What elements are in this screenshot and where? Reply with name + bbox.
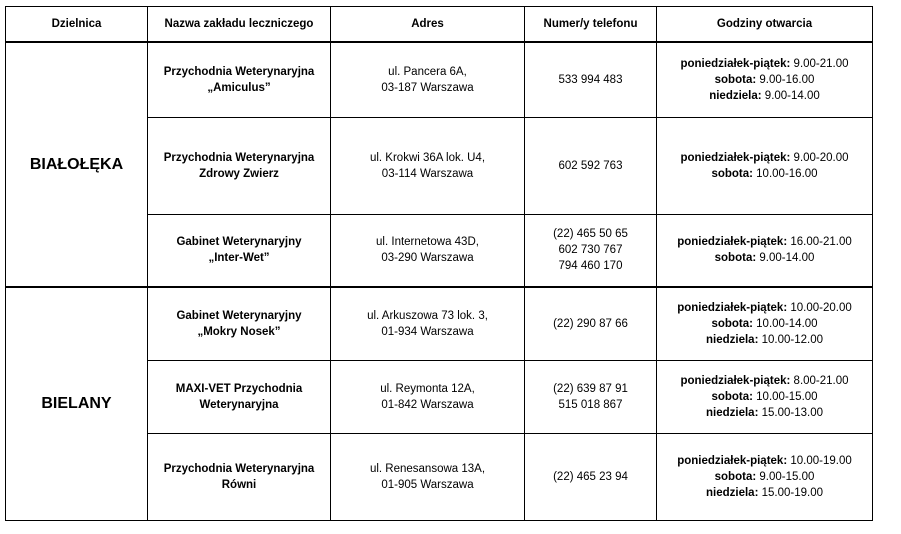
hours-value: 15.00-19.00 <box>758 486 823 499</box>
hours-line <box>661 150 868 166</box>
hours-value: 10.00-16.00 <box>752 167 818 180</box>
phone-cell <box>525 433 657 520</box>
clinics-table <box>5 6 873 521</box>
hours-day-label: poniedziałek-piątek: <box>680 151 791 164</box>
address-line: 03-187 Warszawa <box>381 81 474 94</box>
address-cell <box>331 42 525 117</box>
hours-value: 9.00-16.00 <box>756 73 815 86</box>
hours-day-label: niedziela: <box>706 486 759 499</box>
address-line: 01-842 Warszawa <box>381 398 474 411</box>
hours-line <box>661 250 868 266</box>
phone-number: 602 730 767 <box>558 244 623 257</box>
address-cell <box>331 287 525 360</box>
address-line: ul. Arkuszowa 73 lok. 3, <box>367 309 488 322</box>
clinic-name-line: MAXI-VET Przychodnia <box>175 382 303 395</box>
phone-cell <box>525 42 657 117</box>
header-phone: Numer/y telefonu <box>525 7 657 43</box>
hours-day-label: sobota: <box>714 73 757 86</box>
header-district: Dzielnica <box>6 7 148 43</box>
address-line: ul. Reymonta 12A, <box>380 382 475 395</box>
clinic-name-line: Równi <box>221 478 257 491</box>
clinic-name-line: Zdrowy Zwierz <box>199 167 279 180</box>
phone-number: (22) 465 23 94 <box>553 470 628 483</box>
hours-value: 10.00-20.00 <box>787 301 852 314</box>
clinic-name-cell <box>148 117 331 214</box>
hours-value: 15.00-13.00 <box>758 406 823 419</box>
hours-cell <box>657 117 873 214</box>
hours-day-label: sobota: <box>711 317 753 330</box>
phone-number: (22) 290 87 66 <box>553 317 628 330</box>
hours-value: 9.00-21.00 <box>790 57 849 70</box>
hours-day-label: sobota: <box>711 390 753 403</box>
hours-value: 8.00-21.00 <box>790 374 849 387</box>
hours-line <box>661 300 868 316</box>
clinic-name-cell <box>148 433 331 520</box>
address-line: 03-114 Warszawa <box>381 167 474 180</box>
clinic-row <box>6 42 873 117</box>
hours-day-label: niedziela: <box>706 333 759 346</box>
hours-value: 10.00-15.00 <box>752 390 818 403</box>
clinic-name-line: Gabinet Weterynaryjny <box>176 236 302 249</box>
clinic-name-cell <box>148 214 331 287</box>
header-row <box>6 7 873 43</box>
district-cell: BIAŁOŁĘKA <box>6 42 148 287</box>
hours-value: 10.00-12.00 <box>758 333 823 346</box>
phone-number: 515 018 867 <box>558 398 623 411</box>
clinic-name-cell <box>148 360 331 433</box>
hours-day-label: sobota: <box>714 470 757 483</box>
phone-number: (22) 465 50 65 <box>553 228 628 241</box>
hours-line <box>661 72 868 88</box>
hours-line <box>661 88 868 104</box>
address-line: ul. Krokwi 36A lok. U4, <box>369 151 486 164</box>
hours-day-label: poniedziałek-piątek: <box>680 374 791 387</box>
clinic-name-line: Przychodnia Weterynaryjna <box>163 462 315 475</box>
hours-cell <box>657 42 873 117</box>
hours-day-label: niedziela: <box>706 406 759 419</box>
clinic-name-line: „Inter-Wet” <box>208 252 270 265</box>
hours-line <box>661 234 868 250</box>
hours-value: 9.00-14.00 <box>756 252 815 265</box>
address-line: ul. Pancera 6A, <box>388 65 467 78</box>
address-line: 01-905 Warszawa <box>381 478 474 491</box>
clinic-name-cell <box>148 42 331 117</box>
address-cell <box>331 117 525 214</box>
address-line: ul. Renesansowa 13A, <box>369 462 486 475</box>
clinic-name-line: Przychodnia Weterynaryjna <box>163 65 315 78</box>
header-address: Adres <box>331 7 525 43</box>
hours-day-label: sobota: <box>714 252 757 265</box>
hours-day-label: sobota: <box>711 167 753 180</box>
hours-line <box>661 373 868 389</box>
district-cell: BIELANY <box>6 287 148 520</box>
hours-line <box>661 485 868 501</box>
phone-cell <box>525 117 657 214</box>
phone-number: 533 994 483 <box>558 73 623 86</box>
hours-cell <box>657 360 873 433</box>
phone-number: 794 460 170 <box>558 260 623 273</box>
hours-line <box>661 166 868 182</box>
hours-line <box>661 469 868 485</box>
hours-value: 16.00-21.00 <box>787 236 852 249</box>
header-clinic-name: Nazwa zakładu leczniczego <box>148 7 331 43</box>
hours-value: 9.00-20.00 <box>790 151 849 164</box>
phone-cell <box>525 287 657 360</box>
hours-day-label: poniedziałek-piątek: <box>677 301 788 314</box>
clinic-row <box>6 287 873 360</box>
hours-value: 9.00-14.00 <box>761 89 820 102</box>
clinic-name-line: „Mokry Nosek” <box>197 325 281 338</box>
hours-line <box>661 332 868 348</box>
clinic-name-line: „Amiculus” <box>207 81 271 94</box>
phone-number: (22) 639 87 91 <box>553 382 628 395</box>
address-line: 01-934 Warszawa <box>381 325 474 338</box>
phone-cell <box>525 214 657 287</box>
hours-cell <box>657 214 873 287</box>
hours-value: 10.00-19.00 <box>787 454 852 467</box>
phone-number: 602 592 763 <box>558 159 623 172</box>
hours-line <box>661 405 868 421</box>
hours-day-label: poniedziałek-piątek: <box>677 454 788 467</box>
address-cell <box>331 433 525 520</box>
hours-line <box>661 316 868 332</box>
address-cell <box>331 214 525 287</box>
address-cell <box>331 360 525 433</box>
hours-line <box>661 389 868 405</box>
address-line: ul. Internetowa 43D, <box>376 236 479 249</box>
hours-value: 9.00-15.00 <box>756 470 815 483</box>
clinic-name-line: Weterynaryjna <box>199 398 279 411</box>
hours-cell <box>657 433 873 520</box>
clinic-name-cell <box>148 287 331 360</box>
address-line: 03-290 Warszawa <box>381 252 474 265</box>
hours-line <box>661 56 868 72</box>
hours-day-label: poniedziałek-piątek: <box>680 57 791 70</box>
hours-day-label: niedziela: <box>709 89 762 102</box>
hours-day-label: poniedziałek-piątek: <box>677 236 788 249</box>
hours-line <box>661 453 868 469</box>
hours-value: 10.00-14.00 <box>752 317 818 330</box>
hours-cell <box>657 287 873 360</box>
clinic-name-line: Gabinet Weterynaryjny <box>176 309 302 322</box>
phone-cell <box>525 360 657 433</box>
clinic-name-line: Przychodnia Weterynaryjna <box>163 151 315 164</box>
header-opening-hours: Godziny otwarcia <box>657 7 873 43</box>
